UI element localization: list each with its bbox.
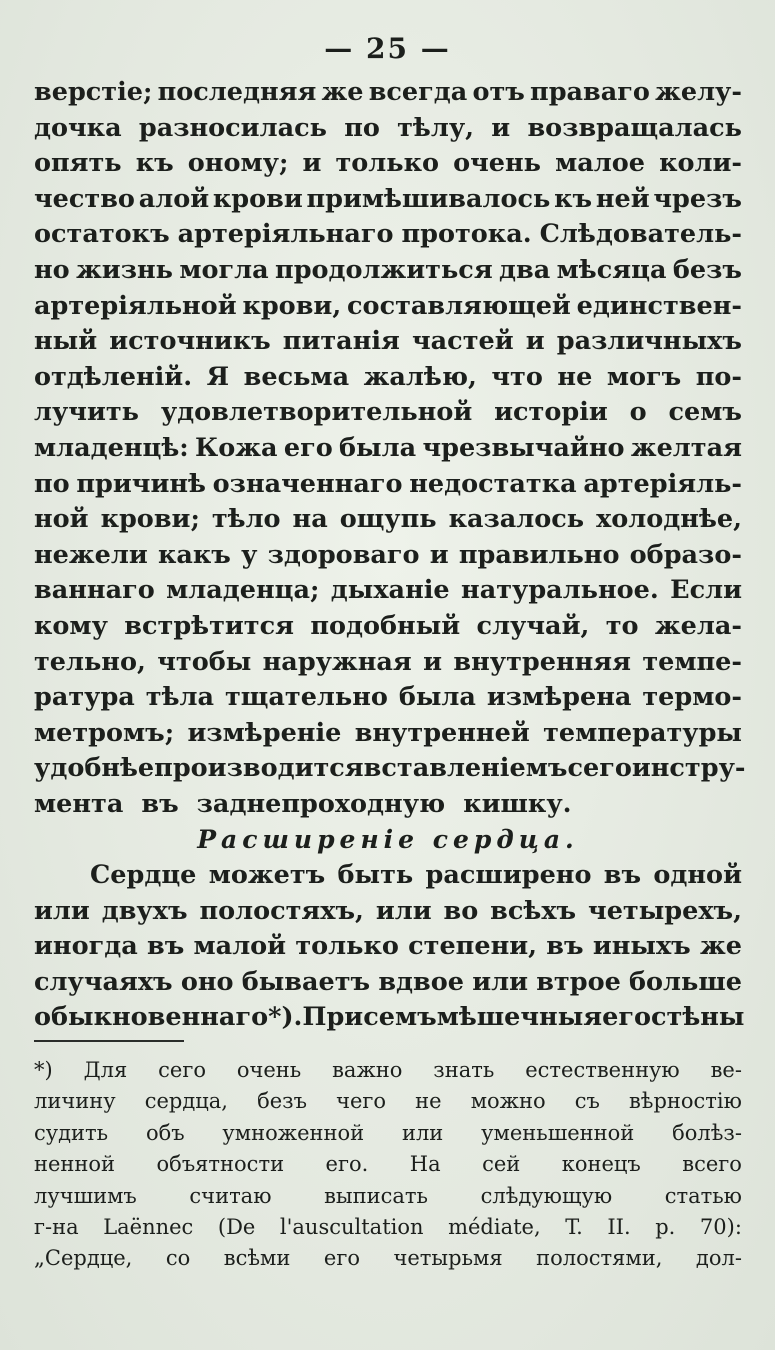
text-line: удобнѣе производится вставленіемъ сего инстру- [34,753,746,784]
text-line: личину сердца, безъ чего не можно съ вѣрностію [34,1089,742,1114]
main-text [34,75,746,1036]
text-line: опять къ оному; и только очень малое коли- [34,148,742,179]
text-line: г-на Laënnec (De l'auscultation médiate, T. II. p. 70): [34,1214,742,1239]
text-line: ный источникъ питанія частей и различныхъ [34,326,742,357]
text-line: обыкновеннаго *). При семъ мѣшечныя его стѣны [34,1002,745,1033]
text-line: или двухъ полостяхъ, или во всѣхъ четырехъ, [34,895,742,926]
footnote-divider [34,1040,184,1042]
body-paragraph [34,75,746,822]
text-line: артеріяльной крови, составляющей единствен- [34,290,742,321]
text-line: ненной объятности его. На сей конецъ всего [34,1152,742,1177]
text-line: остатокъ артеріяльнаго протока. Слѣдователь- [34,219,742,250]
section-heading: Расширеніе сердца. [197,825,579,855]
text-line: „Сердце, со всѣми его четырьмя полостями, дол- [34,1246,742,1271]
text-line: лучить удовлетворительной исторіи о семъ [34,397,742,428]
text-line: *) Для сего очень важно знать естественную ве- [34,1058,742,1082]
text-line: метромъ; измѣреніе внутренней температуры [34,717,742,748]
text-line: чество алой крови примѣшивалось къ ней чрезъ [34,183,742,214]
text-line: судить объ умноженной или уменьшенной болѣз- [34,1120,742,1145]
text-line: младенцѣ: Кожа его была чрезвычайно желтая [34,432,742,463]
text-line: ной крови; тѣло на ощупь казалось холоднѣе, [34,504,742,535]
text-line: по причинѣ означеннаго недостатка артеріяль- [34,468,742,499]
text-line: нежели какъ у здороваго и правильно образо- [34,539,742,570]
text-line: отдѣленій. Я весьма жалѣю, что не могъ по- [34,361,742,392]
text-line: мента въ заднепроходную кишку. [34,788,572,819]
page-number: — 25 — [324,32,451,65]
footnote [34,1055,742,1275]
text-line: но жизнь могла продолжиться два мѣсяца безъ [34,254,742,285]
text-line: ваннаго младенца; дыханіе натуральное. Если [34,575,742,606]
text-line: лучшимъ считаю выписать слѣдующую статью [34,1183,742,1208]
text-line: ратура тѣла тщательно была измѣрена термо- [34,682,742,713]
text-line: случаяхъ оно бываетъ вдвое или втрое больше [34,966,742,997]
section-paragraph [34,858,745,1036]
text-line: верстіе; последняя же всегда отъ праваго желу- [34,77,742,107]
text-line: дочка разносилась по тѣлу, и возвращалась [34,112,742,143]
text-line: тельно, чтобы наружная и внутренняя темпе- [34,646,742,677]
text-line: иногда въ малой только степени, въ иныхъ же [34,931,742,962]
text-line: Сердце можетъ быть расширено въ одной [90,860,742,891]
footnote-text [34,1055,742,1275]
text-line: кому встрѣтится подобный случай, то жела- [34,610,742,641]
